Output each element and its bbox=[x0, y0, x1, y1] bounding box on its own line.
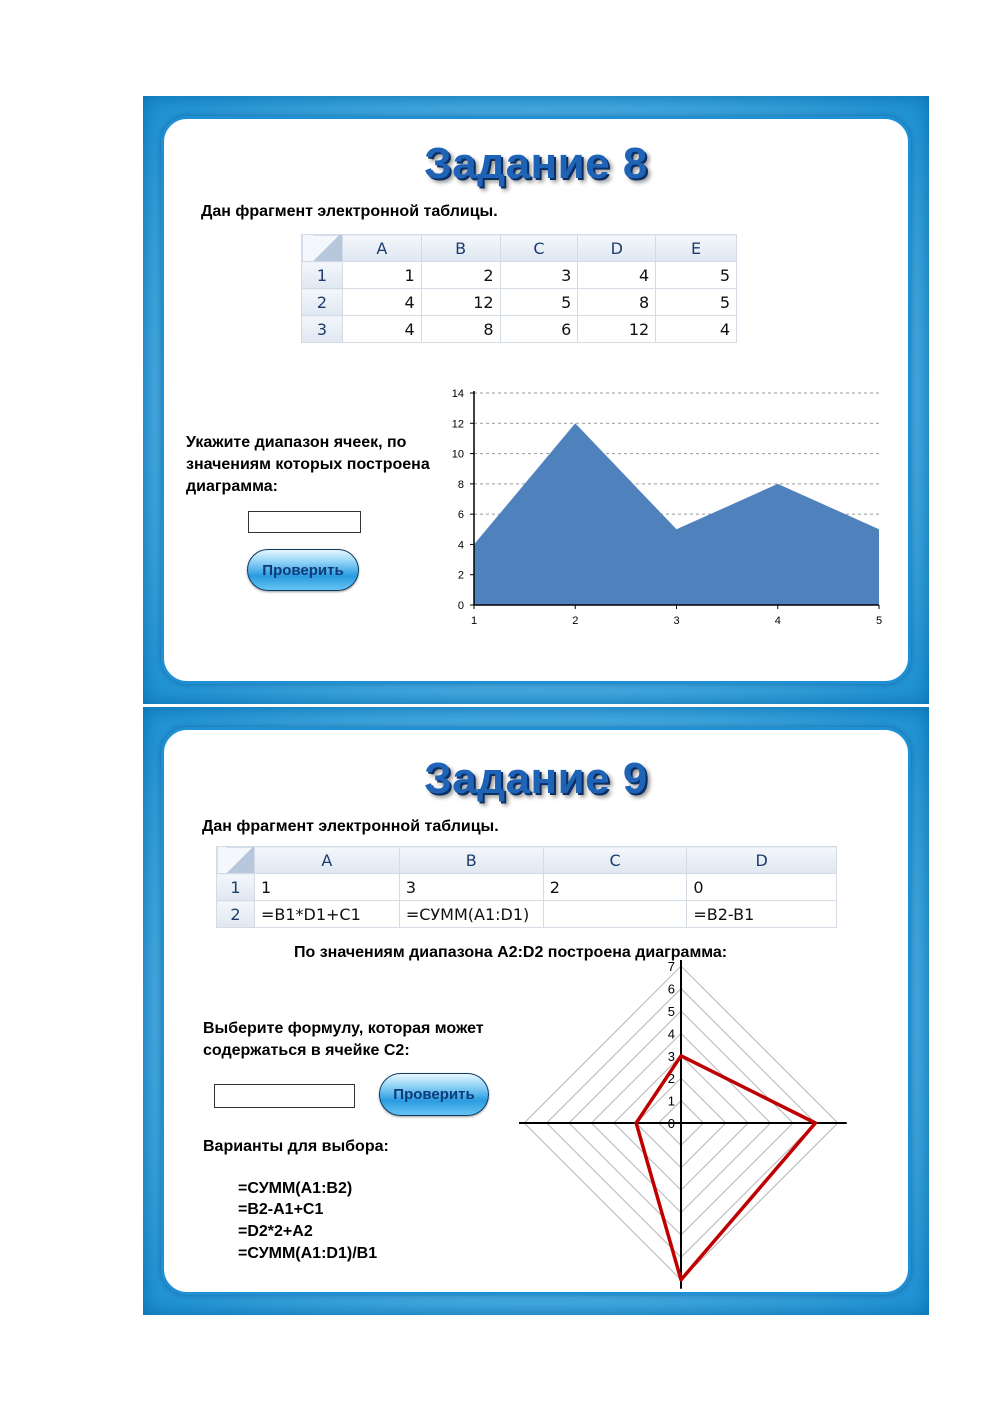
table-cell[interactable]: 0 bbox=[687, 874, 837, 901]
x-tick-label: 2 bbox=[572, 615, 579, 627]
variant-option: =D2*2+A2 bbox=[238, 1223, 313, 1240]
task9-radar-chart bbox=[519, 960, 849, 1305]
table-cell[interactable]: 4 bbox=[578, 262, 656, 289]
task8-area-chart bbox=[429, 381, 899, 641]
row-header[interactable]: 1 bbox=[302, 262, 343, 289]
table-cell[interactable]: 12 bbox=[421, 289, 500, 316]
y-tick-label: 12 bbox=[451, 418, 464, 431]
table-cell[interactable]: 1 bbox=[254, 874, 399, 901]
task8-check-button[interactable]: Проверить bbox=[247, 549, 359, 591]
y-tick-label: 4 bbox=[457, 539, 464, 552]
table-row bbox=[217, 901, 837, 928]
r-tick-label: 7 bbox=[667, 960, 675, 975]
variant-option: =B2-A1+C1 bbox=[238, 1201, 324, 1218]
table-header-row bbox=[217, 847, 837, 874]
y-tick-label: 0 bbox=[457, 600, 464, 612]
task9-spreadsheet bbox=[216, 846, 837, 928]
task8-panel bbox=[161, 116, 911, 684]
column-header[interactable]: E bbox=[656, 235, 737, 262]
table-cell[interactable]: 5 bbox=[656, 262, 737, 289]
x-tick-label: 3 bbox=[673, 615, 680, 627]
table-cell[interactable]: 3 bbox=[399, 874, 543, 901]
table-header-row bbox=[302, 235, 737, 262]
row-header[interactable]: 2 bbox=[217, 901, 255, 928]
task9-title: Задание 9 bbox=[424, 754, 648, 803]
task8-question: Укажите диапазон ячеек, по значениям которых построена диаграмма: bbox=[186, 434, 430, 495]
table-cell[interactable]: 8 bbox=[578, 289, 656, 316]
column-header[interactable]: D bbox=[578, 235, 656, 262]
r-tick-label: 4 bbox=[667, 1026, 675, 1042]
table-cell[interactable]: 4 bbox=[342, 289, 421, 316]
r-tick-label: 0 bbox=[667, 1116, 675, 1131]
task9-panel bbox=[161, 727, 911, 1295]
column-header[interactable]: A bbox=[342, 235, 421, 262]
table-cell[interactable]: 4 bbox=[342, 316, 421, 343]
y-tick-label: 10 bbox=[451, 448, 464, 461]
table-cell[interactable]: 2 bbox=[421, 262, 500, 289]
r-tick-label: 1 bbox=[667, 1093, 675, 1109]
table-cell[interactable]: 6 bbox=[500, 316, 578, 343]
task8-slide bbox=[143, 96, 929, 704]
table-cell[interactable]: =B1*D1+C1 bbox=[254, 901, 399, 928]
table-cell[interactable]: =B2-B1 bbox=[687, 901, 837, 928]
table-cell[interactable]: 2 bbox=[543, 874, 687, 901]
area-series bbox=[474, 423, 879, 605]
table-cell[interactable]: =СУММ(A1:D1) bbox=[399, 901, 543, 928]
task9-variants-label: Варианты для выбора: bbox=[203, 1138, 389, 1155]
y-tick-label: 8 bbox=[457, 478, 464, 491]
r-tick-label: 3 bbox=[667, 1048, 675, 1064]
x-tick-label: 5 bbox=[875, 615, 883, 627]
task8-spreadsheet bbox=[301, 234, 737, 343]
table-cell[interactable]: 5 bbox=[656, 289, 737, 316]
x-tick-label: 1 bbox=[470, 615, 478, 627]
row-header[interactable]: 2 bbox=[302, 289, 343, 316]
select-all-corner[interactable] bbox=[217, 847, 255, 874]
variant-option: =СУММ(A1:D1)/B1 bbox=[238, 1245, 378, 1262]
y-tick-label: 14 bbox=[451, 388, 464, 400]
variant-option: =СУММ(A1:B2) bbox=[238, 1180, 353, 1197]
task8-answer-input[interactable] bbox=[248, 511, 361, 533]
task9-question: Выберите формулу, которая может содержаться в ячейке С2: bbox=[203, 1020, 484, 1059]
table-cell[interactable]: 8 bbox=[421, 316, 500, 343]
table-row bbox=[302, 316, 737, 343]
column-header[interactable]: A bbox=[254, 847, 399, 874]
table-row bbox=[302, 262, 737, 289]
r-tick-label: 5 bbox=[667, 1004, 675, 1019]
task9-chart-caption: По значениям диапазона A2:D2 построена диаграмма: bbox=[294, 944, 728, 961]
r-tick-label: 2 bbox=[667, 1071, 675, 1087]
column-header[interactable]: C bbox=[543, 847, 687, 874]
row-header[interactable]: 3 bbox=[302, 316, 343, 343]
table-cell[interactable]: 12 bbox=[578, 316, 656, 343]
table-cell[interactable]: 1 bbox=[342, 262, 421, 289]
table-cell[interactable]: 5 bbox=[500, 289, 578, 316]
task8-intro: Дан фрагмент электронной таблицы. bbox=[201, 203, 498, 220]
task9-check-button[interactable]: Проверить bbox=[379, 1073, 489, 1116]
column-header[interactable]: B bbox=[399, 847, 543, 874]
select-all-corner[interactable] bbox=[302, 235, 343, 262]
x-tick-label: 4 bbox=[774, 615, 781, 627]
task9-intro: Дан фрагмент электронной таблицы. bbox=[202, 818, 499, 835]
table-cell[interactable]: 3 bbox=[500, 262, 578, 289]
column-header[interactable]: C bbox=[500, 235, 578, 262]
r-tick-label: 6 bbox=[667, 981, 675, 997]
table-row bbox=[217, 874, 837, 901]
task9-answer-input[interactable] bbox=[214, 1084, 355, 1108]
table-cell[interactable] bbox=[543, 901, 687, 928]
column-header[interactable]: D bbox=[687, 847, 837, 874]
table-cell[interactable]: 4 bbox=[656, 316, 737, 343]
task8-title: Задание 8 bbox=[424, 139, 648, 188]
y-tick-label: 6 bbox=[457, 509, 464, 522]
table-row bbox=[302, 289, 737, 316]
task9-slide bbox=[143, 707, 929, 1315]
column-header[interactable]: B bbox=[421, 235, 500, 262]
y-tick-label: 2 bbox=[457, 569, 464, 582]
row-header[interactable]: 1 bbox=[217, 874, 255, 901]
